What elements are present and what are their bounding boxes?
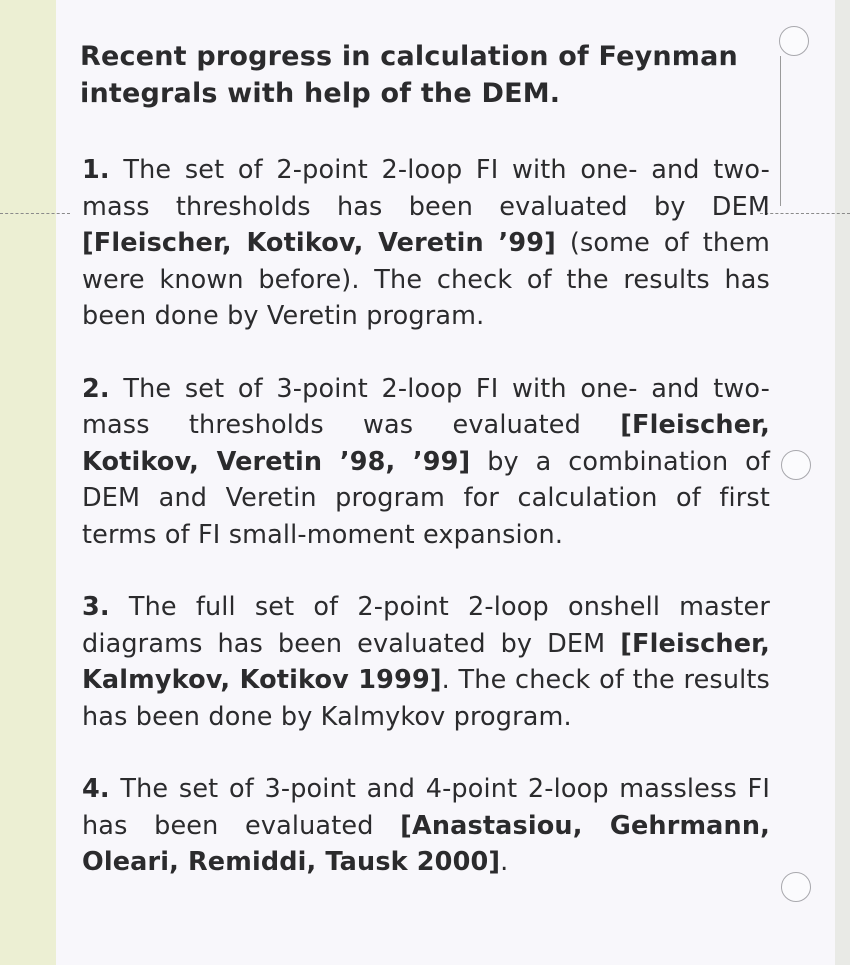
item-number: 3. [82,592,110,622]
item-number: 2. [82,373,110,404]
list-item [82,771,770,881]
item-text: The set of 3-point and 4-point 2-loop massless FI has been evaluated [82,774,771,841]
item-reference: [Fleischer, Kotikov, Veretin ’99] [82,228,556,258]
item-reference: [Fleischer, Kotikov, Veretin ’98, ’99] [82,410,770,477]
item-text: . [500,847,509,877]
punch-hole-icon [779,26,809,56]
item-text: (some of them were known before). The check of the results has been done by Veretin program. [82,228,771,331]
item-number: 1. [82,155,110,185]
item-reference: [Anastasiou, Gehrmann, Oleari, Remiddi, Tausk 2000] [82,810,770,877]
left-binder-strip [0,0,56,965]
item-reference: [Fleischer, Kalmykov, Kotikov 1999] [82,628,770,695]
item-text: The full set of 2-point 2-loop onshell master diagrams has been evaluated by DEM [82,592,770,659]
punch-hole-icon [781,450,811,480]
slide-content [80,38,770,917]
item-text: The set of 3-point 2-loop FI with one- and two-mass thresholds was evaluated [82,373,770,440]
page-title: Recent progress in calculation of Feynman integrals with help of the DEM. [80,41,738,109]
fold-mark [760,213,850,214]
item-number: 4. [82,774,110,804]
fold-mark [0,213,70,214]
item-text: . The check of the results has been done by Kalmykov program. [82,665,770,732]
item-text: The set of 2-point 2-loop FI with one- and two-mass thresholds has been evaluated by DEM [82,155,770,222]
punch-hole-icon [781,872,811,902]
list-item [82,589,770,735]
right-binder-strip [835,0,850,965]
list-item [82,152,770,335]
margin-line [780,56,781,206]
item-text: by a combination of DEM and Veretin program for calculation of first terms of FI small-moment expansion. [82,446,770,550]
list-item [82,371,770,554]
